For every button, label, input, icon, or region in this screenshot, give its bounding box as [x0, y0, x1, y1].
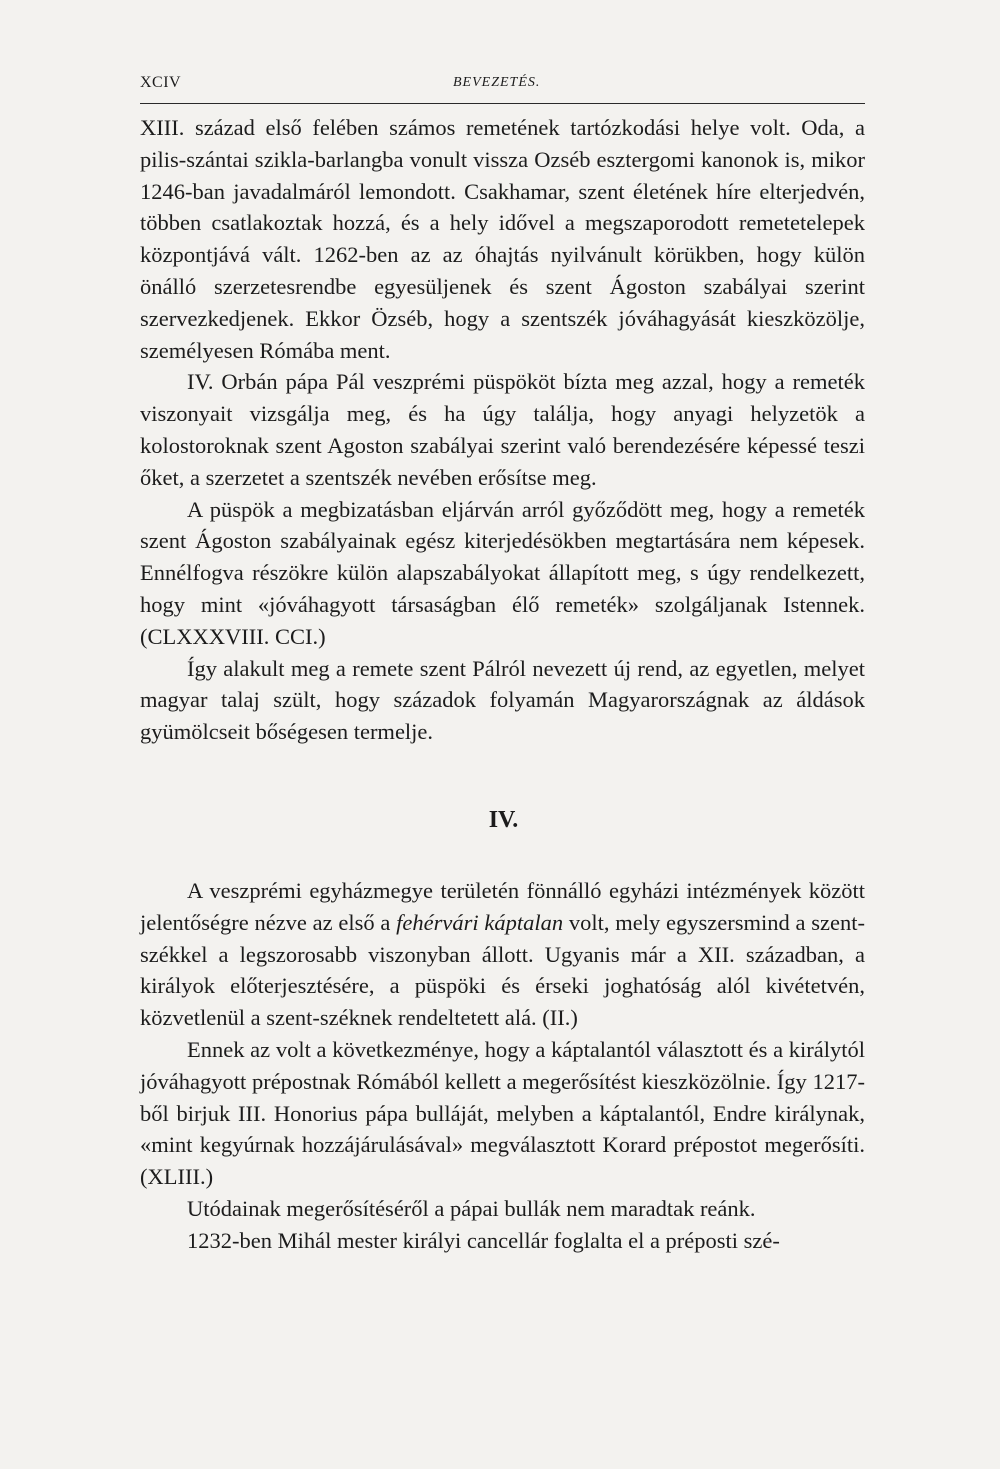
paragraph-text: volt, mely egyszersmind a szent-székkel a legszorosabb viszonyban állott. Ugyanis már a XII. században, a királyok előterjesztésére, a püspöki és érseki joghatóság alól kivétetvén, közvetlenül a szent-széknek rendeltetett alá. (II.): [140, 909, 865, 1031]
running-title: BEVEZETÉS.: [453, 75, 541, 90]
paragraph-order-founded: Így alakult meg a remete szent Pálról nevezett új rend, az egyetlen, melyet magyar talaj szült, hogy századok folyamán Magyarországnak az áldások gyümölcseit bőségesen termelje.: [140, 655, 865, 745]
section-heading: [140, 748, 865, 875]
paragraph-remete-origins: XIII. század első felében számos remetének tartózkodási helye volt. Oda, a pilis-szántai szikla-barlangba vonult vissza Ozséb esztergomi kanonok is, mikor 1246-ban javadalmáról lemondott. Csakhamar, szent életének híre elterjedvén, többen csatlakoztak hozzá, és a hely idővel a megszaporodott remetetelepek központjává vált. 1262-ben az az óhajtás nyilvánult körükben, hogy külön önálló szerzetesrendbe egyesüljenek és szent Ágoston szabályai szerint szervezkedjenek. Ekkor Özséb, hogy a szentszék jóváhagyását kieszközölje, személyesen Rómába ment.: [140, 115, 865, 363]
section-number: IV.: [488, 806, 519, 833]
paragraph-provost-confirmation: Ennek az volt a következménye, hogy a káptalantól választott és a királytól jóváhagyott prépostnak Rómából kellett a megerősítést kieszközölnie. Így 1217-ből birjuk III. Honorius pápa bulláját, melyben a káptalantól, Endre királynak, «mint kegyúrnak hozzájárulásával» megválasztott Korard prépostot megerősíti. (XLIII.): [140, 1036, 865, 1190]
paragraph-bishop-rules: A püspök a megbizatásban eljárván arról győződött meg, hogy a remeték szent Ágoston szabályainak egész kiterjedésökben megtartására nem képesek. Ennélfogva részökre külön alapszabályokat állapított meg, s úgy rendelkezett, hogy mint «jóváhagyott társaságban élő remeték» szolgáljanak Istennek. (CLXXXVIII. CCI.): [140, 496, 865, 649]
paragraph-fehervari-chapter: [140, 875, 865, 1034]
page-body: [140, 112, 865, 1257]
paragraph-pope-orban: IV. Orbán pápa Pál veszprémi püspököt bízta meg azzal, hogy a remeték viszonyait vizsgálja meg, és ha úgy találja, hogy anyagi helyzetök a kolostoroknak szent Agoston szabályai szerint való berendezésére képessé teszi őket, a szerzetet a szentszék nevében erősítse meg.: [140, 369, 865, 490]
paragraph-text: A veszprémi egyházmegye területén fönnálló egyházi intézmények között jelentőségre nézve az első a: [140, 877, 865, 935]
paragraph-mihal-chancellor: 1232-ben Mihál mester királyi cancellár foglalta el a préposti szé-: [187, 1227, 780, 1253]
italic-place-name: fehérvári káptalan: [396, 909, 564, 935]
page-number: XCIV: [140, 74, 182, 91]
paragraph-successors: Utódainak megerősítéséről a pápai bullák nem maradtak reánk.: [187, 1195, 756, 1221]
page-header: [140, 70, 865, 104]
